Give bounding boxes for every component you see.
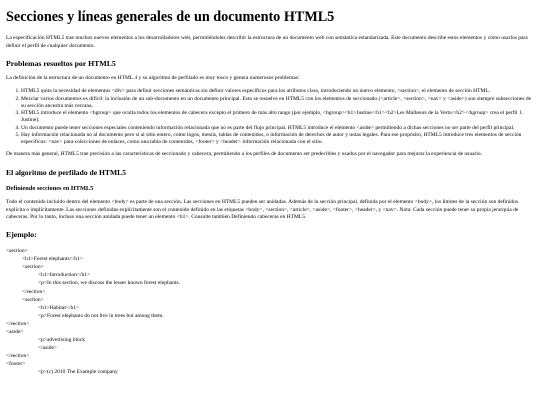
list-item: 1. HTML5 quita la necesidad de elementos <div> para definir secciones semánticas sin definir valores específicos para los atributos class, introduciendo un nuevo elemento, <section>, el elemento de sección HTML. bbox=[21, 88, 534, 95]
code-line: <section> bbox=[22, 296, 44, 303]
problems-list bbox=[6, 88, 534, 146]
algorithm-heading: El algoritmo de perfilado de HTML5 bbox=[6, 167, 127, 177]
code-line: <p>advertising block bbox=[38, 336, 85, 343]
code-line: <h1>Introduction</h1> bbox=[38, 272, 91, 279]
problems-heading: Problemas resueltos por HTML5 bbox=[6, 58, 116, 68]
code-line: <h1>Habitat</h1> bbox=[38, 304, 80, 311]
problems-closing: De manera más general, HTML5 trae precisión a las características de seccionado y cabecera, permitiendo a los perfiles de documento ser predecibles y usados por el navegador para mejorar la experiencia de usuario. bbox=[6, 151, 482, 158]
code-line: <p>Forest elephants do not live in trees but among them. bbox=[38, 312, 164, 319]
code-line: </section> bbox=[22, 288, 46, 295]
page-title: Secciones y líneas generales de un documento HTML5 bbox=[6, 9, 335, 25]
code-line: <h1>Forest elephants</h1> bbox=[22, 256, 83, 263]
example-heading: Ejemplo: bbox=[6, 230, 37, 240]
code-line: </aside> bbox=[38, 344, 58, 351]
code-line: <section> bbox=[6, 248, 28, 255]
list-item: 3. HTML5 introduce el elemento <hgroup> que oculta todos los elementos de cabecera excepto el primero de más alto rango (por ejemplo, <hgroup><h1>Justine</h1><h2>Les Malheurs de la Vertu</h2></hgroup> crea el perfil 1. Justine). bbox=[21, 110, 534, 125]
list-item: 4. Un documento puede tener secciones especiales conteniendo información relacionada que no es parte del flujo principal. HTML5 introduce el elemento <aside> permitiendo a dichas secciones no ser parte del perfil principal. bbox=[21, 125, 534, 132]
code-line: <p>In this section, we discuss the lesser known forest elephants. bbox=[38, 280, 180, 287]
code-example bbox=[6, 247, 534, 375]
code-line: <section> bbox=[22, 264, 44, 271]
intro-paragraph: La especificación HTML5 trae muchos nuevos elementos a los desarrolladores web, permitiéndoles describir la estructura de un documento web con semántica estandarizada. Este documento describe estos elementos y cómo usarlos para definir el perfil de cualquier documento. bbox=[6, 35, 528, 49]
code-line: <p>(c) 2010 The Example company bbox=[38, 368, 118, 375]
algorithm-text: Todo el contenido incluido dentro del elemento <body> es parte de una sección. Las secciones en HTML5 pueden ser anidadas. Además de la sección principal, definida por el elemento <body>, los límites de la sección son definidos explícita o implícitamente. Las secciones definidas explícitamente son el contenido definido en las etiquetas <body>, <section>, <article>, <aside>, <footer>, <header>, y <nav>. Nota: Cada sección puede tener su propia jerarquía de cabeceras. Por lo tanto, incluso una sección anidada puede tener un elemento <h1>. Consulte también Definiendo cabeceras en HTML5. bbox=[6, 199, 519, 220]
algorithm-subheading: Definiendo secciones en HTML5 bbox=[6, 184, 94, 192]
list-item: 5. Hay información relacionada no al documento pero sí al sitio entero, como logos, menús, tablas de contenidos, o información de derechos de autor y notas legales. Para ese propósito, HTML5 introduce tres elementos de sección específicos: <nav> para colecciones de enlaces, como una tabla de contenidos, <footer> y <header> información relacionada con el sitio. bbox=[21, 132, 534, 147]
code-line: </section> bbox=[6, 352, 30, 359]
code-line: <footer> bbox=[6, 360, 26, 367]
list-item: 2. Mezclar varios documentos es difícil: la inclusión de un sub-documento en un documento principal. Esto se resuelve en HTML5 con los elementos de seccionado (<article>, <section>, <nav> y <aside>) son siempre subsecciones de su sección ancestra más cercana. bbox=[21, 96, 534, 111]
code-line: </section> bbox=[6, 320, 30, 327]
code-line: <aside> bbox=[6, 328, 24, 335]
problems-lead: La definición de la estructura de un documento en HTML 4 y su algoritmo de perfilado es muy tosco y genera numerosos problemas: bbox=[6, 75, 300, 82]
